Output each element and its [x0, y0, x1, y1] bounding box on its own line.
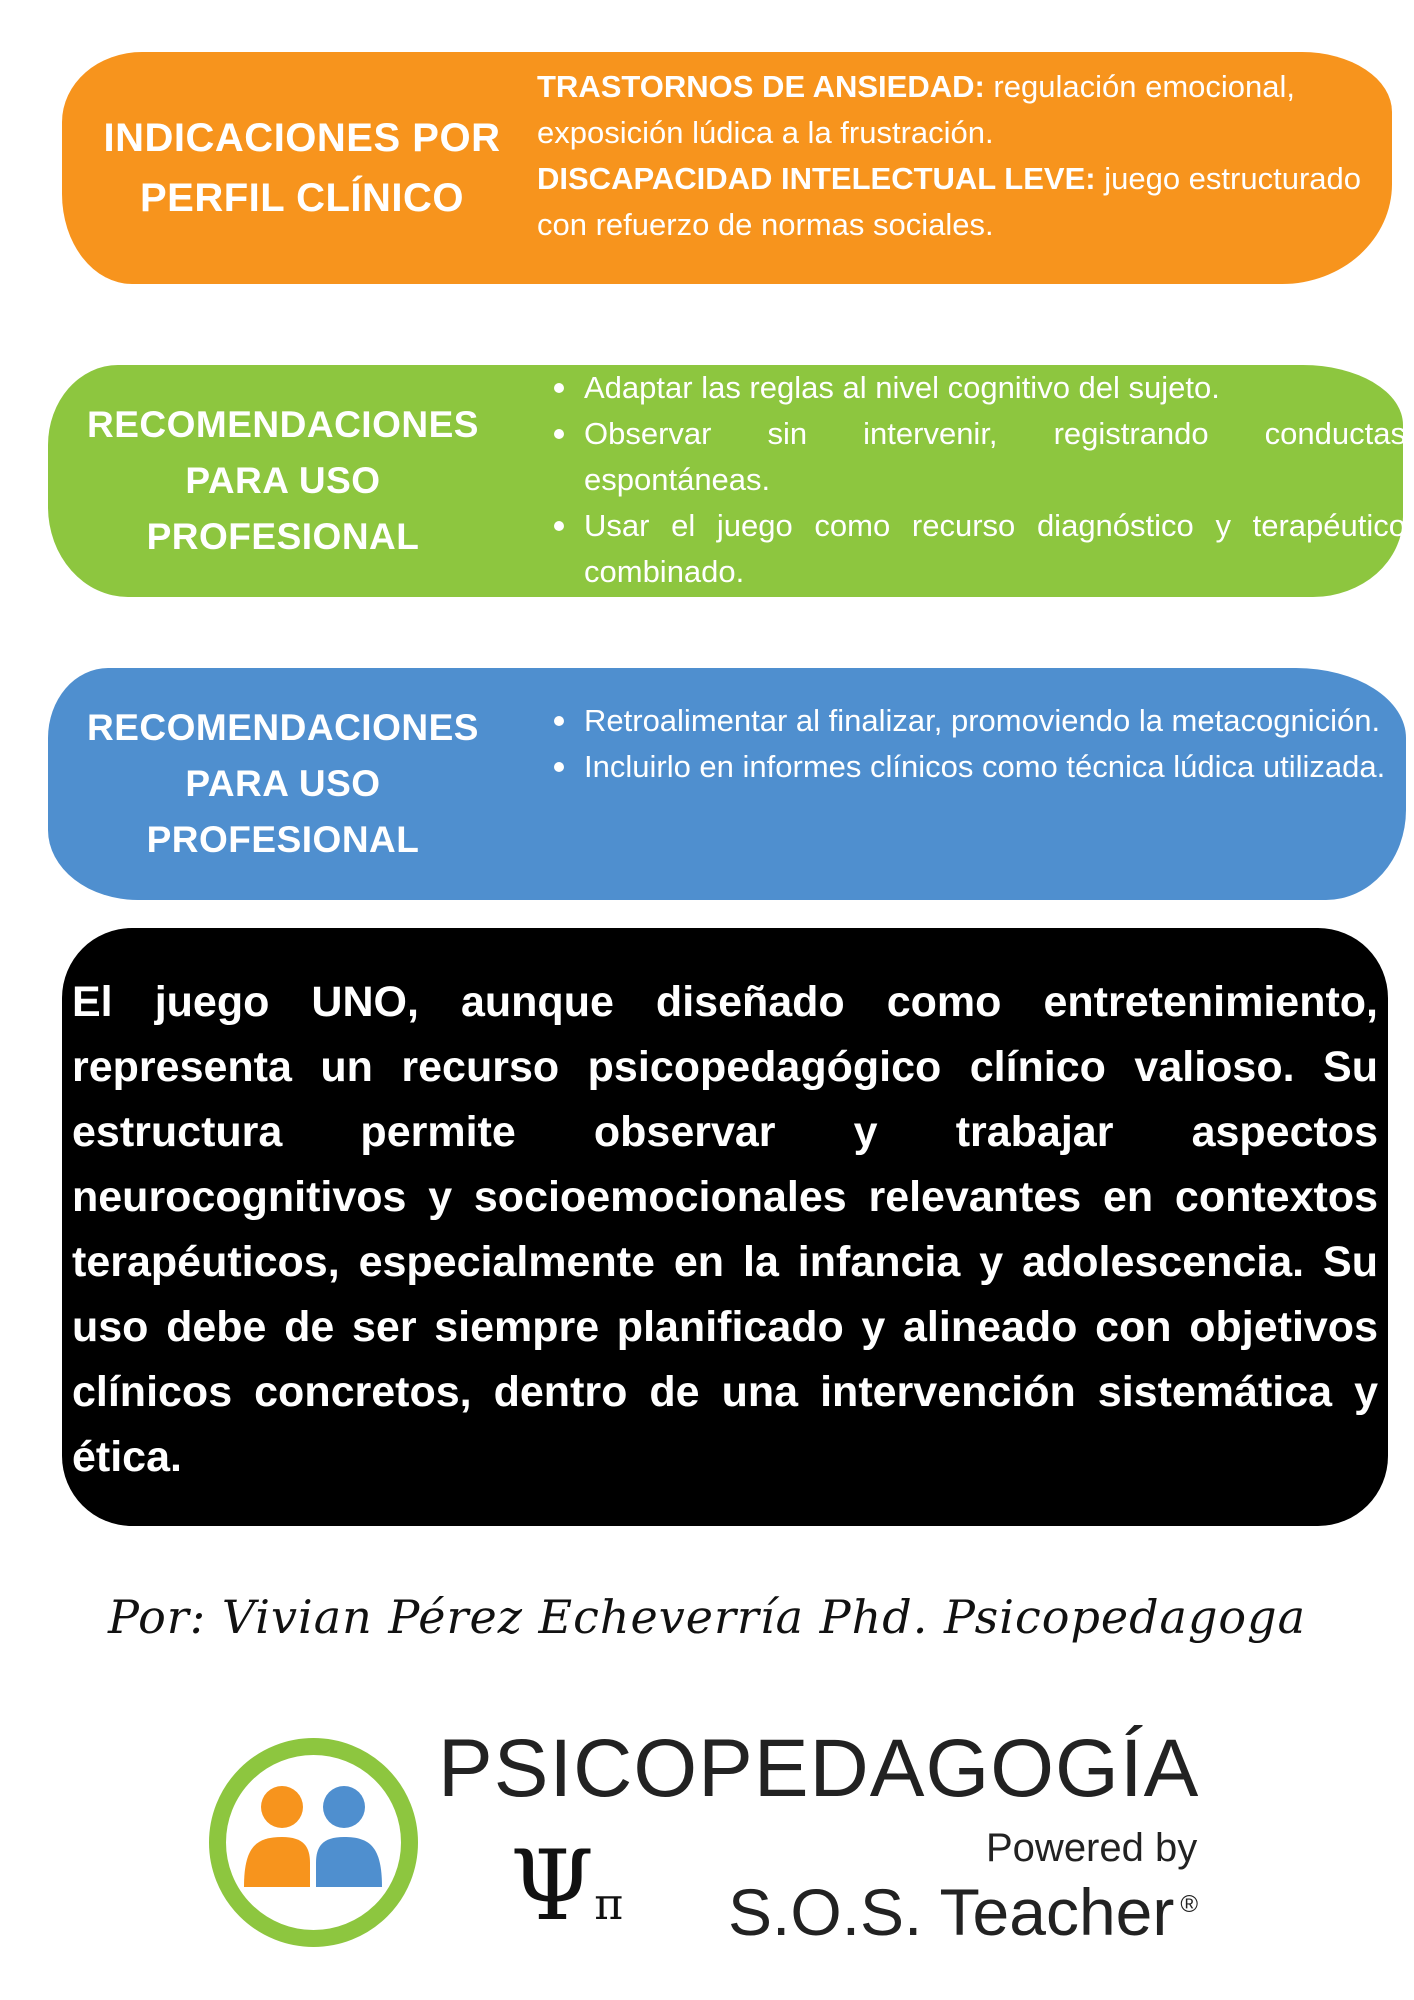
recomendaciones-list: [548, 698, 1406, 790]
indicacion-item: [537, 64, 1367, 156]
indicaciones-body: [537, 64, 1367, 248]
list-item-text: Adaptar las reglas al nivel cognitivo del sujeto.: [584, 370, 1220, 405]
recomendaciones-list: [548, 365, 1406, 595]
sos-teacher-text: S.O.S. Teacher: [728, 1875, 1175, 1949]
list-item-text: Usar el juego como recurso diagnóstico y terapéutico combinado.: [584, 508, 1406, 589]
list-item-text: Observar sin intervenir, registrando conductas espontáneas.: [584, 416, 1406, 497]
recomendaciones-title-line3: PROFESIONAL: [146, 516, 420, 557]
list-item: [548, 503, 1406, 595]
recomendaciones-title-line1: RECOMENDACIONES: [87, 404, 479, 445]
psi-symbol: Ψ: [510, 1830, 595, 1942]
recomendaciones-title-line3: PROFESIONAL: [146, 819, 420, 860]
indicaciones-title-line1: INDICACIONES POR: [103, 116, 501, 160]
recomendaciones-title-line2: PARA USO: [185, 460, 381, 501]
registered-mark: ®: [1180, 1891, 1199, 1918]
conclusion-text: El juego UNO, aunque diseñado como entretenimiento, representa un recurso psicopedagógico clínico valioso. Su estructura permite observar y trabajar aspectos neurocognitivos y socioemocionales relevantes en contextos terapéuticos, especialmente en la infancia y adolescencia. Su uso debe de ser siempre planificado y alineado con objetivos clínicos concretos, dentro de una intervención sistemática y ética.: [72, 978, 1378, 1481]
sos-teacher-brand: [728, 1874, 1198, 1950]
pi-symbol: π: [594, 1879, 624, 1930]
recomendaciones-card-green: [48, 365, 1406, 597]
indicacion-lead: TRASTORNOS DE ANSIEDAD:: [537, 69, 985, 104]
list-item: [548, 698, 1406, 744]
recomendaciones-title: [68, 397, 498, 565]
author-signature: Por: Vivian Pérez Echeverría Phd. Psicopedagoga: [107, 1590, 1306, 1644]
recomendaciones-title-line1: RECOMENDACIONES: [87, 707, 479, 748]
bullet-icon: [554, 521, 564, 531]
powered-by-label: Powered by: [986, 1826, 1198, 1870]
indicacion-text: regulación emocional, exposición lúdica a la frustración.: [537, 69, 1295, 150]
list-item: [548, 744, 1406, 790]
list-item: [548, 411, 1406, 503]
person-right-icon: [316, 1786, 382, 1887]
list-item: [548, 365, 1406, 411]
indicacion-item: [537, 156, 1367, 248]
conclusion-panel: [62, 928, 1388, 1526]
psi-logo-icon: [510, 1830, 624, 1942]
logo-ring: [218, 1747, 410, 1939]
bullet-icon: [554, 383, 564, 393]
list-item-text: Retroalimentar al finalizar, promoviendo la metacognición.: [584, 703, 1381, 738]
bullet-icon: [554, 429, 564, 439]
list-item-text: Incluirlo en informes clínicos como técnica lúdica utilizada.: [584, 749, 1386, 784]
indicaciones-title: [82, 108, 522, 228]
indicacion-text: juego estructurado con refuerzo de normas sociales.: [537, 161, 1361, 242]
brand-name: PSICOPEDAGOGÍA: [438, 1723, 1200, 1814]
person-left-icon: [244, 1786, 310, 1887]
bullet-icon: [554, 716, 564, 726]
recomendaciones-card-blue: [48, 668, 1406, 900]
people-circle-logo: [206, 1735, 421, 1950]
indicacion-lead: DISCAPACIDAD INTELECTUAL LEVE:: [537, 161, 1096, 196]
indicaciones-card: [62, 52, 1392, 284]
indicaciones-title-line2: PERFIL CLÍNICO: [139, 176, 465, 220]
recomendaciones-title-line2: PARA USO: [185, 763, 381, 804]
recomendaciones-title: [68, 700, 498, 868]
bullet-icon: [554, 762, 564, 772]
